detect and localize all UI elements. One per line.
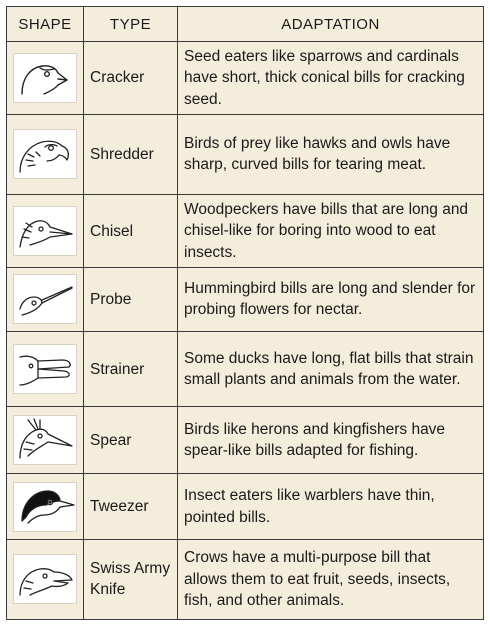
tweezer-bill-icon	[13, 482, 77, 532]
adaptation-cell: Birds of prey like hawks and owls have sharp, curved bills for tearing meat.	[178, 114, 484, 194]
adaptation-cell: Seed eaters like sparrows and cardinals have short, thick conical bills for cracking seed.	[178, 42, 484, 115]
header-row	[7, 7, 484, 42]
table-row	[7, 195, 484, 268]
chisel-bill-icon	[13, 206, 77, 256]
type-cell: Tweezer	[84, 474, 178, 539]
type-cell: Chisel	[84, 195, 178, 268]
table-row	[7, 474, 484, 539]
shredder-bill-icon	[13, 129, 77, 179]
type-cell: Cracker	[84, 42, 178, 115]
table-row	[7, 407, 484, 474]
bill-adaptations-table	[6, 6, 484, 620]
header-shape: SHAPE	[7, 7, 84, 42]
type-cell: Swiss Army Knife	[84, 539, 178, 619]
cracker-bill-icon	[13, 53, 77, 103]
table-row	[7, 539, 484, 619]
adaptation-cell: Crows have a multi-purpose bill that allows them to eat fruit, seeds, insects, fish, and other animals.	[178, 539, 484, 619]
adaptation-cell: Insect eaters like warblers have thin, pointed bills.	[178, 474, 484, 539]
probe-bill-icon	[13, 274, 77, 324]
type-cell: Shredder	[84, 114, 178, 194]
spear-bill-icon	[13, 415, 77, 465]
table-row	[7, 42, 484, 115]
table-row	[7, 114, 484, 194]
type-cell: Probe	[84, 267, 178, 331]
adaptation-cell: Some ducks have long, flat bills that strain small plants and animals from the water.	[178, 331, 484, 406]
adaptation-cell: Hummingbird bills are long and slender for probing flowers for nectar.	[178, 267, 484, 331]
adaptation-cell: Woodpeckers have bills that are long and chisel-like for boring into wood to eat insects.	[178, 195, 484, 268]
adaptation-cell: Birds like herons and kingfishers have spear-like bills adapted for fishing.	[178, 407, 484, 474]
table-row	[7, 331, 484, 406]
strainer-bill-icon	[13, 344, 77, 394]
swiss-army-knife-bill-icon	[13, 554, 77, 604]
table-row	[7, 267, 484, 331]
header-type: TYPE	[84, 7, 178, 42]
type-cell: Strainer	[84, 331, 178, 406]
header-adaptation: ADAPTATION	[178, 7, 484, 42]
type-cell: Spear	[84, 407, 178, 474]
